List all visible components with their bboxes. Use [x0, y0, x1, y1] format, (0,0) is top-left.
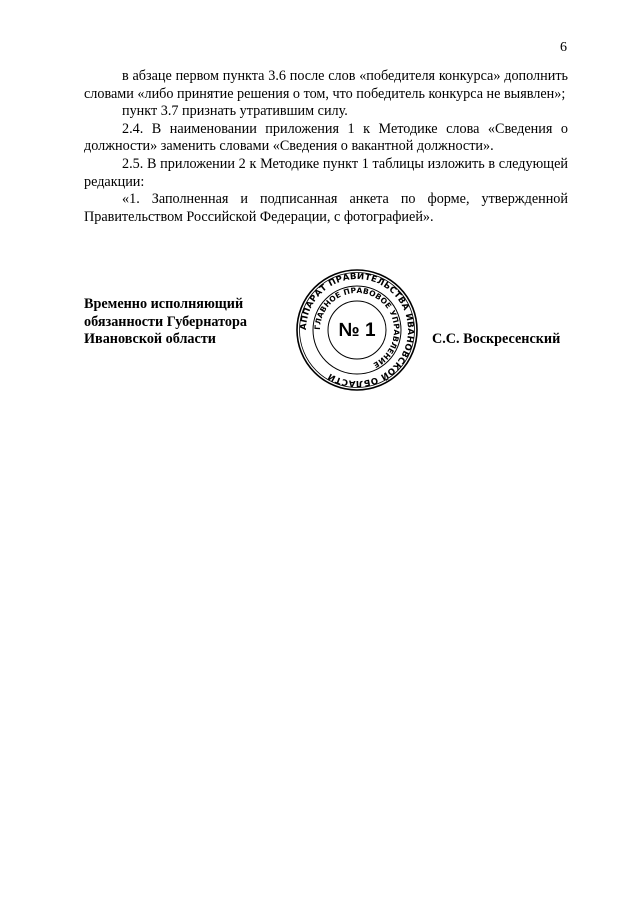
- paragraph-amendment-2-4: 2.4. В наименовании приложения 1 к Методике слова «Сведения о должности» заменить словами «Сведения о вакантной должности».: [84, 120, 568, 155]
- signatory-title-line: Временно исполняющий: [84, 296, 244, 312]
- signatory-title-line: Ивановской области: [84, 331, 216, 348]
- paragraph-amendment-2-5: 2.5. В приложении 2 к Методике пункт 1 таблицы изложить в следующей редакции:: [84, 155, 568, 190]
- seal-inner-text: ГЛАВНОЕ ПРАВОВОЕ УПРАВЛЕНИЕ: [312, 285, 402, 370]
- seal-number: № 1: [338, 320, 376, 341]
- document-body: [84, 68, 568, 226]
- paragraph-amendment-3-7: пункт 3.7 признать утратившим силу.: [122, 103, 348, 120]
- official-seal-stamp: [295, 268, 419, 392]
- paragraph-amendment-3-6: в абзаце первом пункта 3.6 после слов «победителя конкурса» дополнить словами «либо принятие решения о том, что победитель конкурса не выявлен»;: [84, 68, 568, 102]
- signatory-title: [84, 296, 247, 349]
- signatory-title-line: обязанности Губернатора: [84, 313, 247, 330]
- signer-name: С.С. Воскресенский: [432, 331, 561, 347]
- seal-outer-text: АППАРАТ ПРАВИТЕЛЬСТВА ИВАНОВСКОЙ ОБЛАСТИ: [298, 271, 416, 389]
- paragraph-amendment-quote: «1. Заполненная и подписанная анкета по форме, утвержденной Правительством Российской Федерации, с фотографией».: [84, 191, 568, 225]
- page-number: 6: [560, 40, 567, 55]
